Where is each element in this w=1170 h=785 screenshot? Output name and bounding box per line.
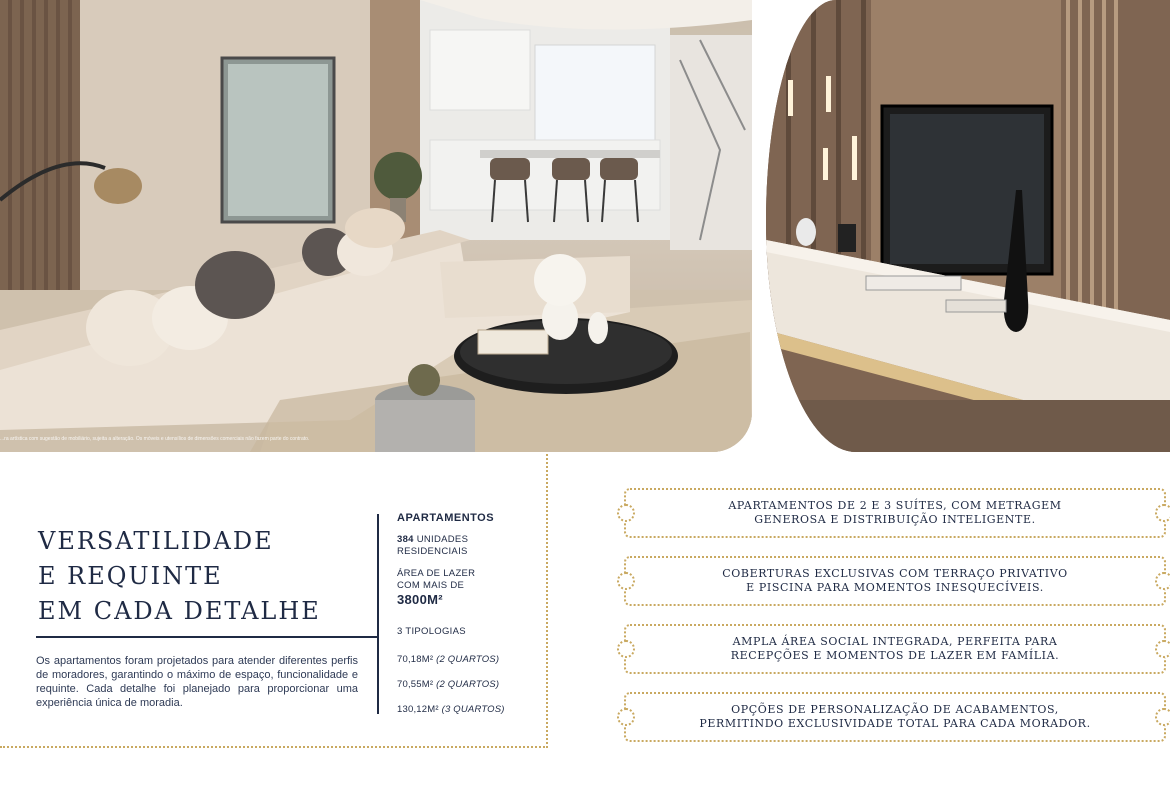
feature-box-customization (624, 692, 1166, 742)
feature-list (624, 488, 1166, 760)
title-line-2: E REQUINTE (38, 562, 223, 590)
section-title (38, 524, 368, 629)
leisure-line1: ÁREA DE LAZER (397, 568, 476, 579)
feature-box-suites (624, 488, 1166, 538)
typology-1 (397, 654, 537, 665)
feature-1-line1: APARTAMENTOS DE 2 E 3 SUÍTES, COM METRAGEM (728, 499, 1062, 512)
description-paragraph: Os apartamentos foram projetados para atender diferentes perfis de moradores, garantindo o máximo de espaço, funcionalidade e requinte. Cada detalhe foi planejado para proporcionar uma experiência única de moradia. (36, 655, 358, 709)
feature-3-line1: AMPLA ÁREA SOCIAL INTEGRADA, PERFEITA PARA (732, 635, 1058, 648)
leisure-value: 3800M² (397, 592, 443, 607)
typology-2 (397, 679, 537, 690)
tv-room-photo (766, 0, 1170, 452)
feature-2-line2: E PISCINA PARA MOMENTOS INESQUECÍVEIS. (746, 581, 1044, 594)
units-line2: RESIDENCIAIS (397, 546, 468, 557)
units-number: 384 (397, 534, 414, 545)
photo-disclaimer: ...ra artística com sugestão de mobiliário, sujeita a alteração. Os móveis e utensílios de dimensões comerciais não fazem parte do contrato. (0, 436, 310, 442)
feature-1-line2: GENEROSA E DISTRIBUIÇÃO INTELIGENTE. (754, 513, 1036, 526)
feature-4-line1: OPÇÕES DE PERSONALIZAÇÃO DE ACABAMENTOS, (731, 703, 1059, 716)
leisure-line2: COM MAIS DE (397, 580, 465, 591)
typology-3-rooms: (3 QUARTOS) (441, 704, 505, 715)
typologies-count: 3 TIPOLOGIAS (397, 626, 466, 637)
typology-2-rooms: (2 QUARTOS) (436, 679, 500, 690)
units-spec (397, 534, 537, 558)
feature-box-penthouses (624, 556, 1166, 606)
feature-2-line1: COBERTURAS EXCLUSIVAS COM TERRAÇO PRIVATIVO (722, 567, 1068, 580)
feature-4-line2: PERMITINDO EXCLUSIVIDADE TOTAL PARA CADA MORADOR. (699, 717, 1091, 730)
title-line-1: VERSATILIDADE (38, 527, 274, 555)
units-text: UNIDADES (416, 534, 469, 545)
feature-3-line2: RECEPÇÕES E MOMENTOS DE LAZER EM FAMÍLIA. (730, 649, 1060, 662)
title-underline (36, 636, 378, 638)
typology-2-area: 70,55M² (397, 679, 434, 690)
typology-1-area: 70,18M² (397, 654, 434, 665)
typology-3 (397, 704, 537, 715)
living-room-illustration (0, 0, 752, 452)
title-line-3: EM CADA DETALHE (38, 597, 321, 625)
vertical-divider (377, 514, 379, 714)
living-room-photo (0, 0, 752, 452)
versatility-panel (0, 454, 548, 748)
feature-box-social-area (624, 624, 1166, 674)
typology-1-rooms: (2 QUARTOS) (436, 654, 500, 665)
leisure-spec (397, 568, 537, 608)
apartment-specs (397, 512, 537, 729)
tv-room-illustration (766, 0, 1170, 452)
specs-heading: APARTAMENTOS (397, 512, 495, 524)
typology-3-area: 130,12M² (397, 704, 439, 715)
